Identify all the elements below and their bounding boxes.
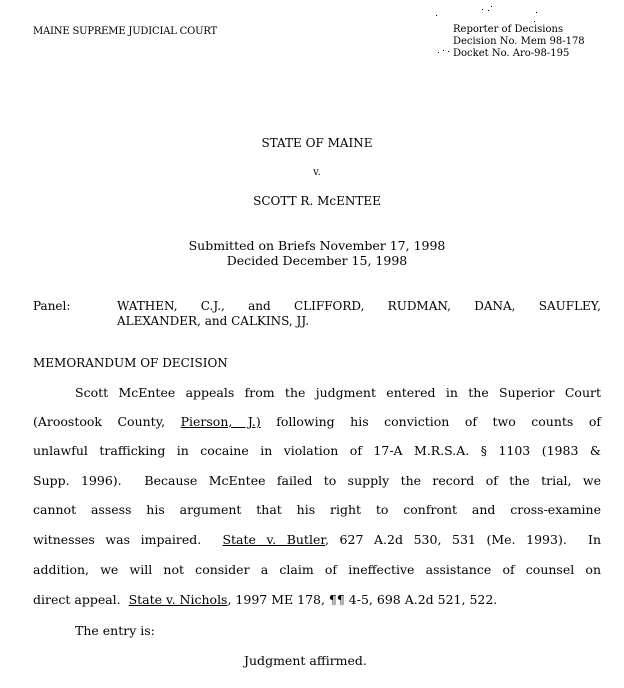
text-run: (Aroostook County,: [33, 414, 181, 429]
body-line: [33, 592, 601, 607]
scan-speck: [436, 15, 437, 16]
scan-speck: [534, 21, 535, 22]
body-line: Supp. 1996). Because McEntee failed to supply the record of the trial, we: [33, 473, 601, 488]
text-run: , 627 A.2d 530, 531 (Me. 1993). In: [324, 532, 602, 547]
memo-heading: MEMORANDUM OF DECISION: [33, 356, 228, 370]
scan-speck: [438, 52, 439, 53]
reporter-block: [453, 24, 585, 60]
judgment-text: Judgment affirmed.: [244, 653, 367, 668]
scan-speck: [491, 6, 492, 7]
body-line: Scott McEntee appeals from the judgment entered in the Superior Court: [75, 385, 601, 400]
scan-speck: [443, 50, 444, 51]
text-run: direct appeal.: [33, 592, 129, 607]
panel-line: ALEXANDER, and CALKINS, JJ.: [117, 314, 310, 328]
caption-plaintiff: STATE OF MAINE: [261, 136, 373, 150]
entry-label: The entry is:: [75, 623, 155, 638]
body-line: [33, 414, 601, 429]
body-line: unlawful trafficking in cocaine in violation of 17-A M.R.S.A. § 1103 (1983 &: [33, 443, 601, 458]
text-run: , 1997 ME 178, ¶¶ 4-5, 698 A.2d 521, 522.: [227, 592, 498, 607]
scan-speck: [488, 10, 489, 11]
body-line: addition, we will not consider a claim of ineffective assistance of counsel on: [33, 562, 601, 577]
submitted-date: Submitted on Briefs November 17, 1998: [188, 238, 446, 253]
panel-line: WATHEN, C.J., and CLIFFORD, RUDMAN, DANA, SAUFLEY,: [117, 299, 601, 313]
case-citation-nichols: State v. Nichols: [128, 592, 228, 607]
body-line: [33, 532, 601, 547]
docket-number: Docket No. Aro-98-195: [453, 48, 570, 59]
dates-block: [0, 238, 624, 268]
panel-justices: [117, 299, 601, 329]
panel-label: Panel:: [33, 299, 71, 313]
scan-speck: [536, 12, 537, 13]
scan-speck: [448, 51, 449, 52]
caption-defendant: SCOTT R. McENTEE: [253, 194, 381, 208]
text-run: witnesses was impaired.: [33, 532, 223, 547]
judge-citation: Pierson, J.): [180, 414, 261, 429]
text-run: following his conviction of two counts of: [260, 414, 601, 429]
caption-versus: v.: [313, 167, 321, 178]
decided-date: Decided December 15, 1998: [226, 253, 408, 268]
body-line: cannot assess his argument that his right to confront and cross-examine: [33, 502, 601, 517]
scan-speck: [482, 9, 483, 10]
reporter-title: Reporter of Decisions: [453, 24, 564, 35]
court-name: MAINE SUPREME JUDICIAL COURT: [33, 26, 217, 37]
case-citation-butler: State v. Butler: [222, 532, 325, 547]
decision-number: Decision No. Mem 98-178: [453, 36, 585, 47]
